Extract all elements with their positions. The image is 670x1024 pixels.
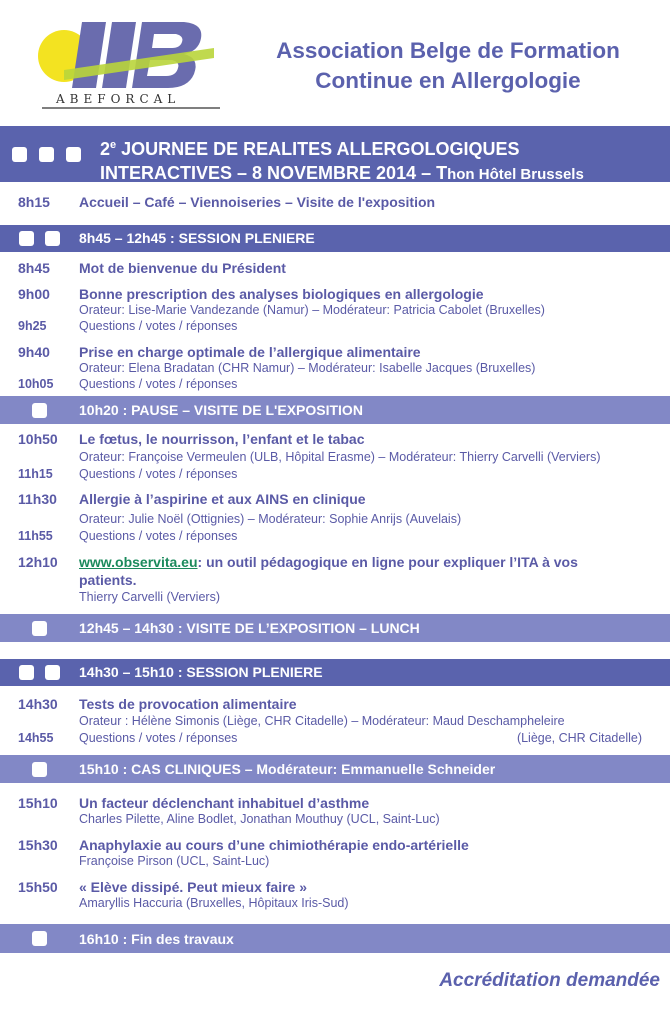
end-band-label: 16h10 : Fin des travaux [79, 931, 234, 947]
speaker-line: Orateur : Hélène Simonis (Liège, CHR Citadelle) – Modérateur: Maud Deschampheleire [79, 714, 565, 728]
agenda-item-title: Mot de bienvenue du Président [79, 260, 286, 276]
bullet-box-icon [32, 762, 47, 777]
bullet-box-icon [12, 147, 27, 162]
observita-link[interactable]: www.observita.eu [79, 554, 198, 570]
bullet-box-icon [32, 931, 47, 946]
time-label: 14h30 [18, 696, 58, 712]
questions-line: Questions / votes / réponses [79, 467, 238, 481]
org-line-1: Association Belge de Formation [276, 38, 620, 63]
agenda-item-title: Le fœtus, le nourrisson, l’enfant et le tabac [79, 431, 365, 447]
time-label: 12h10 [18, 554, 58, 570]
bullet-box-icon [39, 147, 54, 162]
speaker-line: Thierry Carvelli (Verviers) [79, 590, 220, 604]
questions-line: Questions / votes / réponses [79, 529, 238, 543]
event-title: 2e JOURNEE DE REALITES ALLERGOLOGIQUES INTERACTIVES – 8 NOVEMBRE 2014 – Thon Hôtel Brussels [100, 139, 584, 183]
agenda-item-title: Bonne prescription des analyses biologiques en allergologie [79, 286, 484, 302]
bullet-box-icon [66, 147, 81, 162]
agenda-item-title: Accueil – Café – Viennoiseries – Visite de l'exposition [79, 194, 436, 210]
event-title-banner [0, 126, 670, 182]
time-label: 11h30 [18, 491, 57, 507]
time-label: 15h10 [18, 795, 58, 811]
bullet-box-icon [19, 231, 34, 246]
organization-name [250, 36, 646, 96]
agenda-item-title: « Elève dissipé. Peut mieux faire » [79, 879, 307, 895]
session-band [0, 659, 670, 686]
lunch-band [0, 614, 670, 642]
bullet-box-icon [32, 403, 47, 418]
bullet-box-icon [32, 621, 47, 636]
bullet-box-icon [45, 231, 60, 246]
logo-text: ABEFORCAL [56, 92, 181, 106]
agenda-item-title: Un facteur déclenchant inhabituel d’asthme [79, 795, 370, 811]
time-label: 14h55 [18, 731, 54, 745]
end-band [0, 924, 670, 953]
cases-band-label: 15h10 : CAS CLINIQUES – Modérateur: Emmanuelle Schneider [79, 761, 496, 777]
time-label: 11h55 [18, 529, 53, 543]
agenda-item-title: Tests de provocation alimentaire [79, 696, 297, 712]
abeforcal-logo [34, 18, 220, 114]
time-label: 8h15 [18, 194, 50, 210]
speaker-line: Orateur: Françoise Vermeulen (ULB, Hôpital Erasme) – Modérateur: Thierry Carvelli (Verviers) [79, 450, 601, 464]
time-label: 11h15 [18, 467, 53, 481]
speaker-line: Orateur: Elena Bradatan (CHR Namur) – Modérateur: Isabelle Jacques (Bruxelles) [79, 361, 536, 375]
agenda-item-title: www.observita.eu: un outil pédagogique en ligne pour expliquer l’ITA à vos [79, 554, 578, 570]
org-line-2: Continue en Allergologie [315, 68, 581, 93]
speaker-line: Amaryllis Haccuria (Bruxelles, Hôpitaux Iris-Sud) [79, 896, 349, 910]
questions-line: Questions / votes / réponses [79, 377, 238, 391]
agenda-item-title-cont: patients. [79, 572, 137, 588]
time-label: 15h30 [18, 837, 58, 853]
time-label: 15h50 [18, 879, 58, 895]
session-band [0, 225, 670, 252]
time-label: 8h45 [18, 260, 50, 276]
session-band-label: 14h30 – 15h10 : SESSION PLENIERE [79, 664, 323, 680]
time-label: 10h50 [18, 431, 58, 447]
bullet-box-icon [45, 665, 60, 680]
time-label: 9h25 [18, 319, 47, 333]
time-label: 9h00 [18, 286, 50, 302]
agenda-item-title: Allergie à l’aspirine et aux AINS en clinique [79, 491, 366, 507]
pause-band [0, 396, 670, 424]
cases-band [0, 755, 670, 783]
session-band-label: 8h45 – 12h45 : SESSION PLENIERE [79, 230, 315, 246]
bullet-box-icon [19, 665, 34, 680]
questions-line: Questions / votes / réponses [79, 731, 238, 745]
agenda-item-title: Prise en charge optimale de l’allergique alimentaire [79, 344, 421, 360]
speaker-line: Charles Pilette, Aline Bodlet, Jonathan Mouthuy (UCL, Saint-Luc) [79, 812, 440, 826]
speaker-line: Orateur: Lise-Marie Vandezande (Namur) – Modérateur: Patricia Cabolet (Bruxelles) [79, 303, 545, 317]
speaker-line: Françoise Pirson (UCL, Saint-Luc) [79, 854, 270, 868]
questions-line: Questions / votes / réponses [79, 319, 238, 333]
time-label: 10h05 [18, 377, 54, 391]
speaker-line: Orateur: Julie Noël (Ottignies) – Modérateur: Sophie Anrijs (Auvelais) [79, 512, 462, 526]
agenda-item-title: Anaphylaxie au cours d’une chimiothérapie endo-artérielle [79, 837, 469, 853]
pause-band-label: 10h20 : PAUSE – VISITE DE L'EXPOSITION [79, 402, 363, 418]
lunch-band-label: 12h45 – 14h30 : VISITE DE L’EXPOSITION – LUNCH [79, 620, 420, 636]
time-label: 9h40 [18, 344, 50, 360]
accreditation-note: Accréditation demandée [439, 970, 660, 991]
affiliation-continued: (Liège, CHR Citadelle) [516, 731, 642, 745]
